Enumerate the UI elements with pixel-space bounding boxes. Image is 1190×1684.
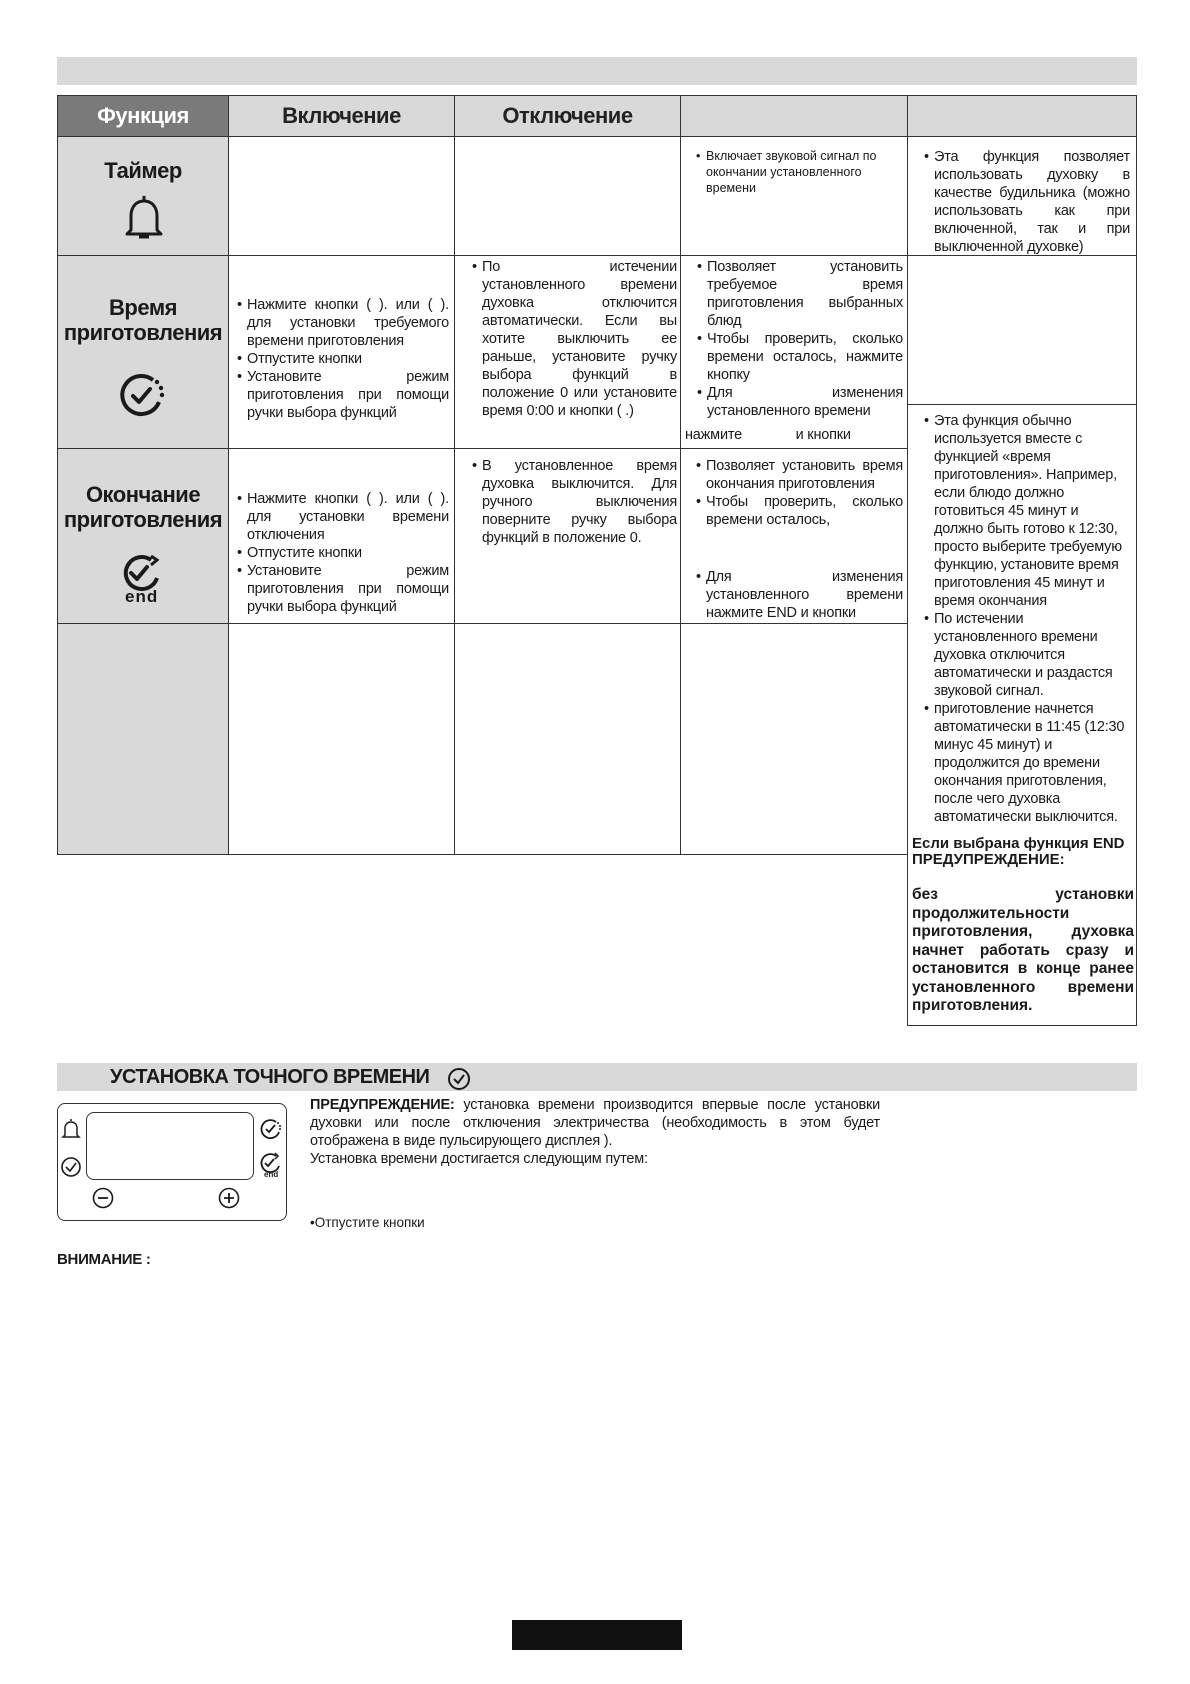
header-on: Включение (228, 95, 455, 137)
on-cell-empty (228, 623, 455, 855)
header-col4 (680, 95, 908, 137)
on-cell-timer (228, 136, 455, 256)
clock-warning-paragraph (310, 1096, 880, 1150)
end-desc-list (694, 457, 903, 529)
panel-display (86, 1112, 254, 1180)
list-item: • По истечении установленного времени духовка отключится автоматически и раздастся звуковой сигнал. (934, 610, 1130, 700)
cooking-time-desc-list (695, 258, 903, 420)
list-item: • Установите режим приготовления при помощи ручки выбора функций (247, 562, 449, 616)
end-on-list (235, 490, 449, 616)
panel-bell-button[interactable] (60, 1117, 82, 1141)
list-item: • Нажмите кнопки ( ). или ( ). для установки времени отключения (247, 490, 449, 544)
header-col5 (907, 95, 1137, 137)
header-off: Отключение (454, 95, 681, 137)
cooking-time-off-list (470, 258, 677, 420)
bell-icon (121, 192, 167, 242)
list-item: • Нажмите кнопки ( ). или ( ). для установки требуемого времени приготовления (247, 296, 449, 350)
clock-method-text: Установка времени достигается следующим путем: (310, 1151, 648, 1167)
end-title-1: Окончание (85, 482, 201, 507)
end-cooking-icon (117, 552, 171, 608)
off-cell-empty (454, 623, 681, 855)
list-item: • Чтобы проверить, сколько времени осталось, нажмите кнопку (707, 330, 903, 384)
clock-section-title: УСТАНОВКА ТОЧНОГО ВРЕМЕНИ (110, 1066, 430, 1088)
page-number-box (512, 1620, 682, 1650)
function-cell-empty (57, 623, 229, 855)
end-note-list (922, 412, 1130, 826)
cooking-time-desc-tail: нажмите и кнопки (685, 427, 851, 443)
cooking-time-title-1: Время (109, 295, 177, 320)
end-desc-change (694, 568, 903, 622)
timer-desc-list (694, 148, 894, 196)
header-function: Функция (57, 95, 229, 137)
list-item: • Установите режим приготовления при помощи ручки выбора функций (247, 368, 449, 422)
list-item: • Включает звуковой сигнал по окончании установленного времени (706, 148, 894, 196)
panel-end-button[interactable] (259, 1152, 285, 1182)
list-item: • Эта функция обычно используется вместе с функцией «время приготовления». Например, если блюдо должно готовиться 45 минут и должно быть готово к 12:30, просто выберите требуемую функцию, установите время приготовления 45 минут и время окончания (934, 412, 1130, 610)
list-item: • Позволяет установить требуемое время приготовления выбранных блюд (707, 258, 903, 330)
warning-text: без установки продолжительности приготовления, духовка начнет работать сразу и остановится в конце ранее установленного времени приготовления. (912, 886, 1134, 1014)
warning-title: Если выбрана функция END ПРЕДУПРЕЖДЕНИЕ: (912, 835, 1125, 868)
list-item: • Отпустите кнопки (247, 350, 449, 368)
list-item: • В установленное время духовка выключится. Для ручного выключения поверните ручку выбора функций в положение 0. (482, 457, 677, 547)
end-icon-label: end (125, 587, 159, 606)
desc-cell-empty (680, 623, 908, 855)
timer-title: Таймер (104, 158, 182, 183)
list-item: • приготовление начнется автоматически в 11:45 (12:30 минус 45 минут) и продолжится до времени окончания приготовления, после чего духовка автоматически выключится. (934, 700, 1130, 826)
list-item: • Для изменения установленного времени нажмите END и кнопки (706, 568, 903, 622)
end-off-list (470, 457, 677, 547)
top-band (57, 57, 1137, 85)
clock-release-text: •Отпустите кнопки (310, 1215, 425, 1230)
timer-note-list (922, 148, 1130, 256)
list-item: • Для изменения установленного времени (707, 384, 903, 420)
cooking-time-title-2: приготовления (63, 320, 223, 345)
panel-clock-button[interactable] (60, 1156, 82, 1178)
attention-label: ВНИМАНИЕ : (57, 1251, 151, 1268)
cooking-time-icon (117, 370, 169, 420)
list-item: • Чтобы проверить, сколько времени осталось, (706, 493, 903, 529)
cooking-time-on-list (235, 296, 449, 422)
note-cell-cooking-time (907, 255, 1137, 405)
panel-end-label: end (264, 1170, 279, 1179)
list-item: • Эта функция позволяет использовать духовку в качестве будильника (можно использовать как при включенной, так и при выключенной духовке) (934, 148, 1130, 256)
clock-warning-label: ПРЕДУПРЕЖДЕНИЕ: (310, 1097, 455, 1113)
panel-minus-button[interactable] (92, 1187, 114, 1209)
clock-check-icon (447, 1067, 471, 1091)
end-title-2: приготовления (63, 507, 223, 532)
off-cell-timer (454, 136, 681, 256)
panel-cooking-time-button[interactable] (259, 1117, 283, 1141)
panel-plus-button[interactable] (218, 1187, 240, 1209)
list-item: • Позволяет установить время окончания приготовления (706, 457, 903, 493)
list-item: • Отпустите кнопки (247, 544, 449, 562)
list-item: • По истечении установленного времени духовка отключится автоматически. Если вы хотите выключить ее раньше, установите ручку выбора функций в положение 0 или установите время 0:00 и кнопки ( .) (482, 258, 677, 420)
clock-warning-text: установка времени производится впервые после установки духовки или после отключения электричества (необходимость в этом будет отображена в виде пульсирующего дисплея ). (310, 1097, 880, 1149)
